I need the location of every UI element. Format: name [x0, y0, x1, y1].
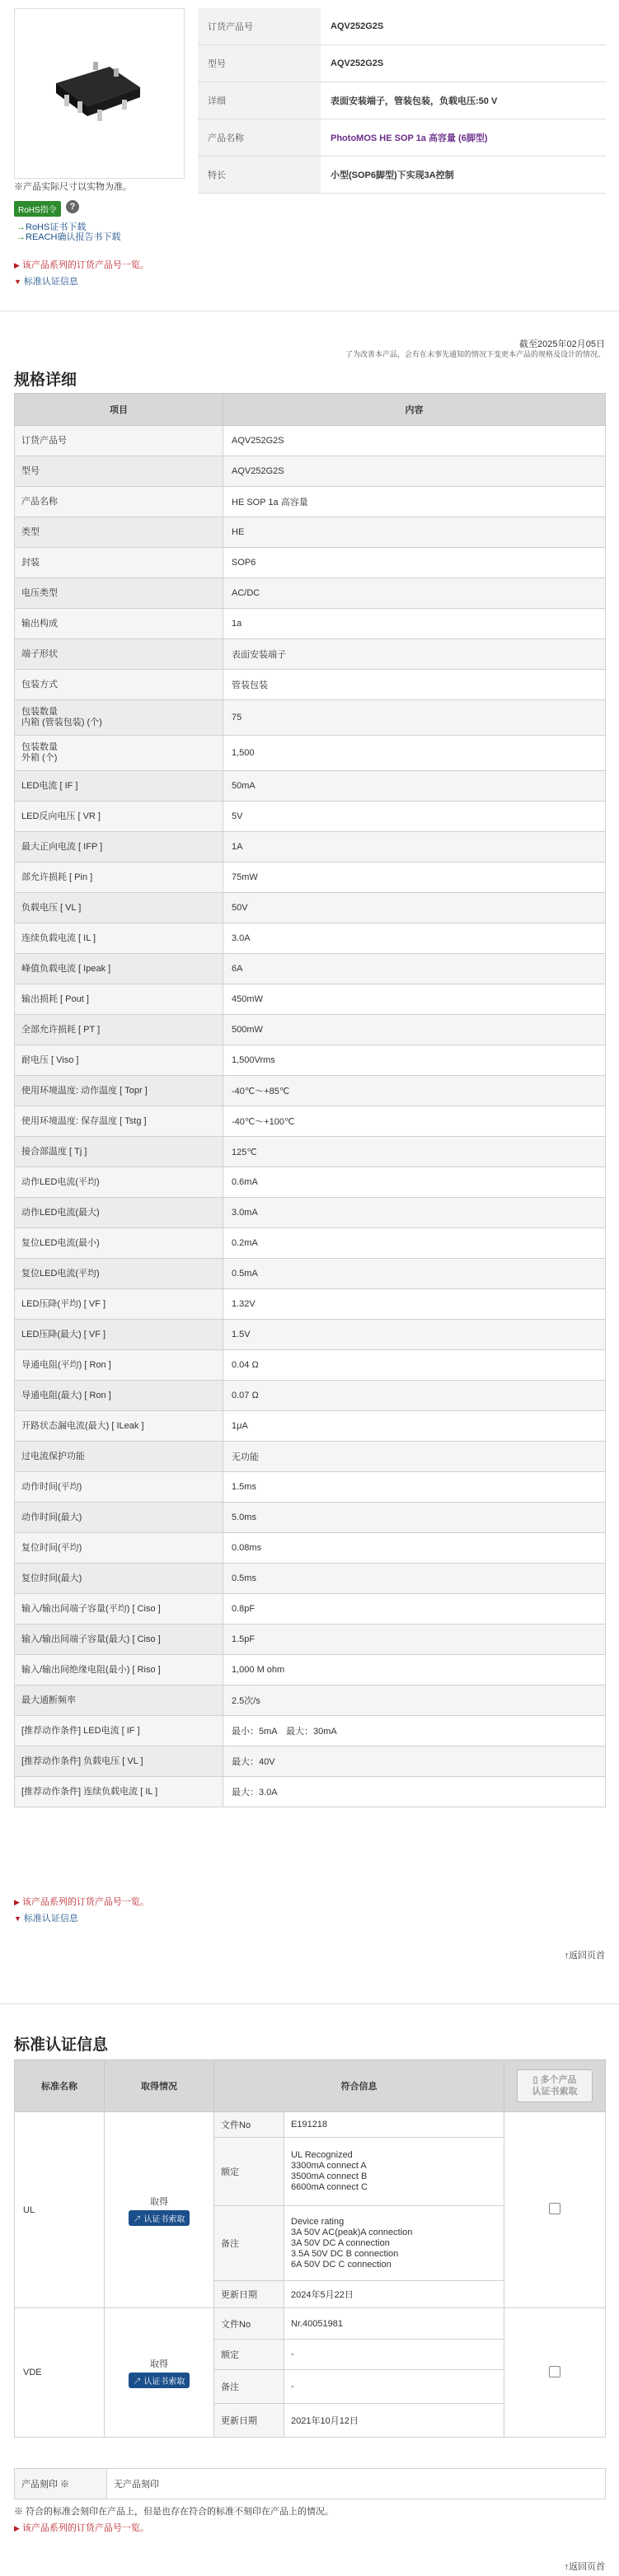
info-row — [198, 8, 606, 45]
spec-key: 耐电压 [ Viso ] — [15, 1045, 223, 1076]
spec-key: 复位时间(最大) — [15, 1564, 223, 1594]
spec-row — [15, 1411, 606, 1442]
spec-header-row — [15, 394, 606, 426]
spec-key: 动作时间(最大) — [15, 1503, 223, 1533]
spec-key: 端子形状 — [15, 639, 223, 670]
spec-row — [15, 1685, 606, 1716]
spec-value: 最大：40V — [223, 1746, 606, 1777]
series-list-label: 该产品系列的订货产品号一览。 — [21, 2523, 149, 2533]
cert-field-value: 2024年5月22日 — [284, 2281, 504, 2308]
info-value: 小型(SOP6脚型)下实现3A控制 — [321, 157, 606, 194]
spec-key: 导通电阻(平均) [ Ron ] — [15, 1350, 223, 1381]
spec-row — [15, 1564, 606, 1594]
spec-value: 管装包装 — [223, 670, 606, 700]
cert-field-value: UL Recognized 3300mA connect A 3500mA connect B 6600mA connect C — [284, 2138, 504, 2206]
spec-table — [14, 393, 606, 1807]
spec-value: -40℃～+85℃ — [223, 1076, 606, 1106]
spec-key: 输入/输出间端子容量(最大) [ Ciso ] — [15, 1625, 223, 1655]
spec-row — [15, 548, 606, 578]
spec-value: 0.5ms — [223, 1564, 606, 1594]
cert-select-cell — [504, 2308, 606, 2438]
spec-value: -40℃～+100℃ — [223, 1106, 606, 1137]
spec-row — [15, 1045, 606, 1076]
spec-key: 导通电阻(最大) [ Ron ] — [15, 1381, 223, 1411]
spec-row — [15, 1137, 606, 1167]
spec-key: 复位LED电流(平均) — [15, 1259, 223, 1289]
cert-header-status: 取得情况 — [105, 2060, 214, 2112]
cert-request-button[interactable] — [129, 2373, 190, 2388]
spec-value: 5.0ms — [223, 1503, 606, 1533]
spec-key: LED压降(平均) [ VF ] — [15, 1289, 223, 1320]
spec-key: LED压降(最大) [ VF ] — [15, 1320, 223, 1350]
cert-field-value: - — [284, 2340, 504, 2370]
spec-row — [15, 1472, 606, 1503]
spec-key: 电压类型 — [15, 578, 223, 609]
cert-row-vde — [15, 2308, 606, 2340]
product-photo — [14, 8, 185, 179]
spec-key: [推荐动作条件] 负载电压 [ VL ] — [15, 1746, 223, 1777]
spec-value: 75 — [223, 700, 606, 736]
photo-note: ※产品实际尺寸以实物为准。 — [14, 182, 132, 192]
spec-row — [15, 1503, 606, 1533]
cert-field-value: - — [284, 2370, 504, 2404]
back-to-top-label: 返回页首 — [569, 2562, 605, 2572]
spec-value: 1.32V — [223, 1289, 606, 1320]
spec-value: 1,500Vrms — [223, 1045, 606, 1076]
spec-key: 过电流保护功能 — [15, 1442, 223, 1472]
spec-row — [15, 1594, 606, 1625]
spec-value: 500mW — [223, 1015, 606, 1045]
spec-row — [15, 832, 606, 863]
spec-key: 接合部温度 [ Tj ] — [15, 1137, 223, 1167]
cert-status-cell — [105, 2112, 214, 2308]
spec-key: 类型 — [15, 517, 223, 548]
spec-key: 复位LED电流(最小) — [15, 1228, 223, 1259]
cert-field-label: 更新日期 — [214, 2281, 284, 2308]
back-to-top-link[interactable] — [565, 1948, 606, 1961]
rohs-download-label: RoHS证书下载 — [26, 222, 87, 232]
cert-field-value: 2021年10月12日 — [284, 2404, 504, 2438]
spec-key: 部允许损耗 [ Pin ] — [15, 863, 223, 893]
spec-row — [15, 517, 606, 548]
multi-cert-request-label: 多个产品 认证书索取 — [532, 2075, 578, 2097]
cert-request-label: 认证书索取 — [143, 2214, 185, 2224]
cert-table — [14, 2059, 606, 2438]
spec-row — [15, 1076, 606, 1106]
spec-value: 0.2mA — [223, 1228, 606, 1259]
spec-row — [15, 426, 606, 456]
spec-key: 输出损耗 [ Pout ] — [15, 984, 223, 1015]
spec-row — [15, 1228, 606, 1259]
spec-key: 封装 — [15, 548, 223, 578]
spec-key: 最大正向电流 [ IFP ] — [15, 832, 223, 863]
info-value: AQV252G2S — [321, 45, 606, 82]
date-note: 截至2025年02月05日 — [519, 339, 605, 349]
spec-header-item: 项目 — [15, 394, 223, 426]
spec-key: 产品名称 — [15, 487, 223, 517]
spec-key: 动作LED电流(平均) — [15, 1167, 223, 1198]
spec-value: 450mW — [223, 984, 606, 1015]
spec-value: 最小：5mA 最大：30mA — [223, 1716, 606, 1746]
spec-value: 50V — [223, 893, 606, 923]
spec-value: 1,000 M ohm — [223, 1655, 606, 1685]
triangle-right-icon: ▶ — [14, 261, 20, 269]
spec-key: 开路状态漏电流(最大) [ ILeak ] — [15, 1411, 223, 1442]
arrow-right-icon: ↗ — [133, 2377, 144, 2387]
cert-field-label: 额定 — [214, 2340, 284, 2370]
cert-header-info: 符合信息 — [214, 2060, 504, 2112]
spec-row — [15, 1259, 606, 1289]
spec-row — [15, 1442, 606, 1472]
series-list-label: 该产品系列的订货产品号一览。 — [21, 1897, 149, 1907]
spec-value: 6A — [223, 954, 606, 984]
spec-value: 3.0mA — [223, 1198, 606, 1228]
cert-name: VDE — [15, 2308, 105, 2438]
spec-row — [15, 578, 606, 609]
spec-row — [15, 984, 606, 1015]
document-icon: ▯ — [532, 2075, 538, 2085]
marking-value: 无产品刻印 — [107, 2469, 606, 2499]
cert-field-label: 额定 — [214, 2138, 284, 2206]
marking-note: ※ 符合的标准会刻印在产品上，但是也存在符合的标准不刻印在产品上的情况。 — [14, 2507, 335, 2517]
spec-row — [15, 1198, 606, 1228]
spec-key: 复位时间(平均) — [15, 1533, 223, 1564]
arrow-up-icon: ↑ — [564, 1951, 569, 1961]
spec-key: 连续负载电流 [ IL ] — [15, 923, 223, 954]
spec-value: 125℃ — [223, 1137, 606, 1167]
spec-key: 动作时间(平均) — [15, 1472, 223, 1503]
arrow-right-icon: ↗ — [133, 2214, 144, 2224]
spec-change-note: 了为改善本产品，会有在未事先通知的情况下变更本产品的规格及设计的情况。 — [345, 350, 605, 358]
cert-info-label: 标准认证信息 — [23, 1914, 78, 1924]
spec-row — [15, 923, 606, 954]
cert-status-cell — [105, 2308, 214, 2438]
info-key: 型号 — [198, 45, 321, 82]
series-list-link-2[interactable] — [14, 1895, 149, 1908]
spec-row — [15, 954, 606, 984]
cert-field-label: 备注 — [214, 2206, 284, 2281]
spec-value: 1.5V — [223, 1320, 606, 1350]
spec-row — [15, 1777, 606, 1807]
spec-value: 0.04 Ω — [223, 1350, 606, 1381]
info-row — [198, 82, 606, 119]
cert-status: 取得 — [150, 2359, 168, 2369]
spec-value: 5V — [223, 802, 606, 832]
spec-title: 规格详细 — [14, 372, 77, 389]
spec-value: 50mA — [223, 771, 606, 802]
relay-chip-image — [48, 50, 147, 129]
spec-row — [15, 1289, 606, 1320]
spec-header-content: 内容 — [223, 394, 606, 426]
spec-row — [15, 1625, 606, 1655]
spec-key: 包装数量 外箱 (个) — [15, 736, 223, 771]
info-value: AQV252G2S — [321, 8, 606, 45]
marking-table — [14, 2468, 606, 2499]
cert-field-label: 备注 — [214, 2370, 284, 2404]
spec-value: HE SOP 1a 高容量 — [223, 487, 606, 517]
info-key: 详细 — [198, 82, 321, 119]
info-value: 表面安装端子，管装包装，负载电压:50 V — [321, 82, 606, 119]
cert-header-action — [504, 2060, 606, 2112]
spec-key: 峰值负载电流 [ Ipeak ] — [15, 954, 223, 984]
spec-key: 型号 — [15, 456, 223, 487]
spec-value: 2.5次/s — [223, 1685, 606, 1716]
triangle-right-icon: ▶ — [14, 1898, 20, 1906]
spec-row — [15, 700, 606, 736]
spec-key: LED反向电压 [ VR ] — [15, 802, 223, 832]
spec-value: 0.5mA — [223, 1259, 606, 1289]
spec-row — [15, 1350, 606, 1381]
cert-status: 取得 — [150, 2196, 168, 2207]
spec-row — [15, 1106, 606, 1137]
spec-value: AQV252G2S — [223, 426, 606, 456]
spec-value: 3.0A — [223, 923, 606, 954]
spec-row — [15, 893, 606, 923]
spec-value: 1μA — [223, 1411, 606, 1442]
product-info-table — [198, 8, 606, 194]
spec-value: 无功能 — [223, 1442, 606, 1472]
cert-info-link-2[interactable] — [14, 1911, 78, 1924]
arrow-up-icon: ↑ — [564, 2562, 569, 2572]
spec-value: 75mW — [223, 863, 606, 893]
spec-key: 负载电压 [ VL ] — [15, 893, 223, 923]
cert-field-value: Nr.40051981 — [284, 2308, 504, 2340]
triangle-right-icon: ▶ — [14, 2524, 20, 2532]
spec-row — [15, 1716, 606, 1746]
spec-row — [15, 487, 606, 517]
spec-value: AQV252G2S — [223, 456, 606, 487]
download-arrow-icon: → — [16, 222, 26, 232]
cert-header-name: 标准名称 — [15, 2060, 105, 2112]
spec-value: 1.5pF — [223, 1625, 606, 1655]
spec-key: 使用环境温度: 动作温度 [ Topr ] — [15, 1076, 223, 1106]
spec-value: HE — [223, 517, 606, 548]
cert-field-label: 更新日期 — [214, 2404, 284, 2438]
cert-info-label: 标准认证信息 — [23, 277, 78, 287]
spec-row — [15, 456, 606, 487]
cert-header-row — [15, 2060, 606, 2112]
info-row — [198, 45, 606, 82]
marking-row — [15, 2469, 606, 2499]
cert-title: 标准认证信息 — [14, 2036, 109, 2054]
marking-key: 产品刻印 ※ — [15, 2469, 107, 2499]
spec-row — [15, 1167, 606, 1198]
spec-row — [15, 1533, 606, 1564]
cert-name: UL — [15, 2112, 105, 2308]
cert-field-value: E191218 — [284, 2112, 504, 2138]
spec-value: 1,500 — [223, 736, 606, 771]
cert-field-label: 文件No — [214, 2112, 284, 2138]
spec-value: 0.07 Ω — [223, 1381, 606, 1411]
spec-row — [15, 736, 606, 771]
spec-key: 使用环境温度: 保存温度 [ Tstg ] — [15, 1106, 223, 1137]
spec-row — [15, 771, 606, 802]
spec-row — [15, 609, 606, 639]
spec-value: 1a — [223, 609, 606, 639]
back-to-top-link-bottom[interactable] — [565, 2560, 606, 2573]
cert-request-button[interactable] — [129, 2210, 190, 2226]
spec-value: SOP6 — [223, 548, 606, 578]
spec-row — [15, 1015, 606, 1045]
series-list-link[interactable] — [14, 258, 149, 271]
spec-key: 订货产品号 — [15, 426, 223, 456]
triangle-down-icon: ▼ — [14, 278, 21, 286]
info-key: 特长 — [198, 157, 321, 194]
spec-row — [15, 639, 606, 670]
spec-row — [15, 1320, 606, 1350]
spec-value: 0.08ms — [223, 1533, 606, 1564]
spec-key: LED电流 [ IF ] — [15, 771, 223, 802]
cert-info-link[interactable] — [14, 274, 78, 288]
spec-value: 表面安装端子 — [223, 639, 606, 670]
cert-field-value: Device rating 3A 50V AC(peak)A connection 3A 50V DC A connection 3.5A 50V DC B connection 6A 50V DC C connection — [284, 2206, 504, 2281]
spec-key: 输入/输出间绝缘电阻(最小) [ Riso ] — [15, 1655, 223, 1685]
cert-select-cell — [504, 2112, 606, 2308]
spec-key: 输入/输出间端子容量(平均) [ Ciso ] — [15, 1594, 223, 1625]
spec-key: 最大通断频率 — [15, 1685, 223, 1716]
series-list-link-3[interactable] — [14, 2521, 149, 2534]
cert-field-label: 文件No — [214, 2308, 284, 2340]
reach-download-link[interactable] — [16, 230, 121, 243]
cert-request-label: 认证书索取 — [143, 2377, 185, 2387]
back-to-top-label: 返回页首 — [569, 1951, 605, 1961]
spec-key: [推荐动作条件] 连续负载电流 [ IL ] — [15, 1777, 223, 1807]
multi-cert-request-button[interactable] — [517, 2069, 593, 2102]
spec-row — [15, 670, 606, 700]
download-arrow-icon: → — [16, 232, 26, 242]
spec-value: 最大：3.0A — [223, 1777, 606, 1807]
spec-row — [15, 1655, 606, 1685]
spec-row — [15, 863, 606, 893]
spec-row — [15, 802, 606, 832]
spec-row — [15, 1746, 606, 1777]
spec-key: 动作LED电流(最大) — [15, 1198, 223, 1228]
info-key: 产品名称 — [198, 119, 321, 157]
spec-value: AC/DC — [223, 578, 606, 609]
triangle-down-icon: ▼ — [14, 1914, 21, 1923]
info-value-product-name[interactable]: PhotoMOS HE SOP 1a 高容量 (6脚型) — [321, 119, 606, 157]
help-icon[interactable]: ? — [66, 200, 79, 213]
spec-value: 0.8pF — [223, 1594, 606, 1625]
spec-key: 包装方式 — [15, 670, 223, 700]
spec-value: 0.6mA — [223, 1167, 606, 1198]
spec-value: 1.5ms — [223, 1472, 606, 1503]
rohs-badge[interactable]: RoHS指令 — [14, 201, 61, 217]
info-key: 订货产品号 — [198, 8, 321, 45]
series-list-label: 该产品系列的订货产品号一览。 — [21, 260, 149, 270]
info-row — [198, 157, 606, 194]
divider — [0, 2003, 619, 2004]
spec-key: 全部允许损耗 [ PT ] — [15, 1015, 223, 1045]
spec-key: 包装数量 内箱 (管装包装) (个) — [15, 700, 223, 736]
info-row — [198, 119, 606, 157]
spec-row — [15, 1381, 606, 1411]
spec-value: 1A — [223, 832, 606, 863]
reach-download-label: REACH确认报告书下载 — [26, 232, 121, 242]
cert-select-checkbox[interactable] — [549, 2203, 560, 2214]
spec-key: [推荐动作条件] LED电流 [ IF ] — [15, 1716, 223, 1746]
spec-key: 输出构成 — [15, 609, 223, 639]
cert-select-checkbox[interactable] — [549, 2366, 560, 2377]
cert-row-ul — [15, 2112, 606, 2138]
